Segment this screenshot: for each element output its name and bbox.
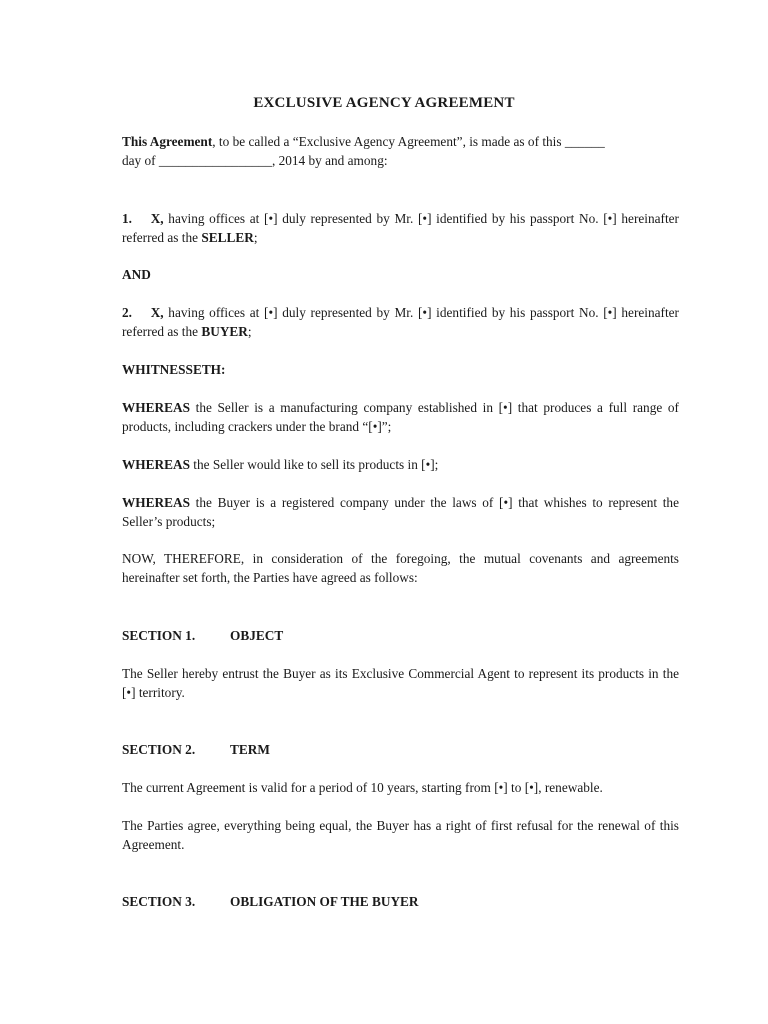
- document-title: EXCLUSIVE AGENCY AGREEMENT: [253, 95, 515, 111]
- section-2-text-1: The current Agreement is valid for a period of 10 years, starting from [•] to [•], renewable.: [122, 780, 603, 795]
- witness-label: WHITNESSETH:: [122, 362, 226, 377]
- whereas-1-text: the Seller is a manufacturing company established in [•] that produces a full range of products, including crackers under the brand “[•]”;: [122, 400, 679, 434]
- party-1-name: X,: [150, 211, 164, 226]
- whereas-3-text: the Buyer is a registered company under the laws of [•] that whishes to represent the Seller’s products;: [122, 495, 679, 529]
- party-2-role: BUYER: [201, 324, 248, 339]
- section-2-number: SECTION 2.: [122, 742, 196, 757]
- whereas-1: [122, 398, 679, 436]
- whereas-3-lead: WHEREAS: [122, 495, 190, 510]
- whereas-1-lead: WHEREAS: [122, 400, 190, 415]
- party-1-text: having offices at [•] duly represented by Mr. [•] identified by his passport No. [•] hereinafter referred as the: [122, 211, 679, 245]
- and-label: AND: [122, 267, 151, 282]
- party-2-paragraph: [122, 303, 679, 341]
- section-2-heading: [122, 740, 270, 759]
- party-1-role: SELLER: [201, 230, 254, 245]
- intro-text-1: , to be called a “Exclusive Agency Agreement”, is made as of this ______: [212, 134, 605, 149]
- intro-paragraph: [122, 132, 679, 170]
- section-3-heading: [122, 892, 419, 911]
- section-2-text-2: The Parties agree, everything being equal, the Buyer has a right of first refusal for the renewal of this Agreement.: [122, 818, 679, 852]
- party-1-number: 1.: [122, 211, 132, 226]
- section-2-title: TERM: [230, 742, 270, 757]
- section-1-number: SECTION 1.: [122, 628, 196, 643]
- section-3-title: OBLIGATION OF THE BUYER: [230, 894, 419, 909]
- now-therefore-paragraph: NOW, THEREFORE, in consideration of the foregoing, the mutual covenants and agreements hereinafter set forth, the Parties have agreed as follows:: [122, 551, 679, 585]
- party-1-paragraph: [122, 209, 679, 247]
- party-1-end: ;: [253, 230, 258, 245]
- party-2-text: having offices at [•] duly represented by Mr. [•] identified by his passport No. [•] hereinafter referred as the: [122, 305, 679, 339]
- whereas-2-text: the Seller would like to sell its products in [•];: [189, 457, 439, 472]
- party-2-name: X,: [150, 305, 164, 320]
- section-3-number: SECTION 3.: [122, 894, 196, 909]
- party-2-number: 2.: [122, 305, 132, 320]
- whereas-3: [122, 493, 679, 531]
- party-2-end: ;: [247, 324, 252, 339]
- section-1-heading: [122, 626, 283, 645]
- section-1-text: The Seller hereby entrust the Buyer as its Exclusive Commercial Agent to represent its products in the [•] territory.: [122, 666, 679, 700]
- whereas-2-lead: WHEREAS: [122, 457, 190, 472]
- section-1-title: OBJECT: [230, 628, 284, 643]
- whereas-2: [122, 455, 679, 474]
- intro-text-2: day of _________________, 2014 by and among:: [122, 153, 388, 168]
- intro-lead: This Agreement: [122, 134, 213, 149]
